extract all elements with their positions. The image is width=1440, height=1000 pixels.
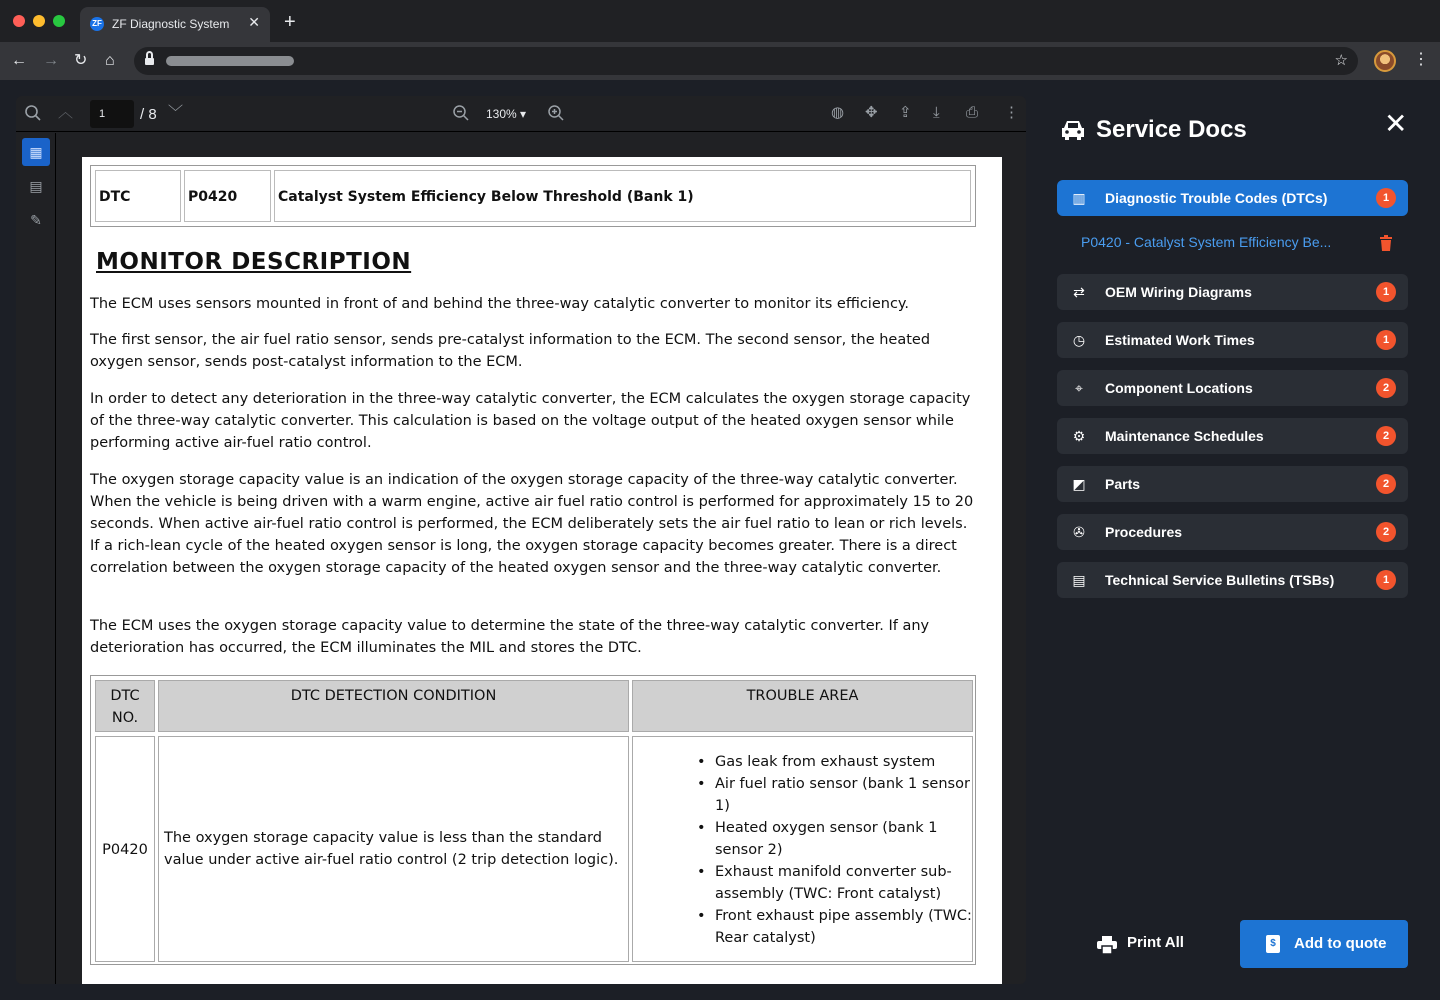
paragraph-1: The ECM uses sensors mounted in front of and behind the three-way catalytic converter to monitor its efficiency.: [90, 296, 910, 312]
menu-item-label: Parts: [1105, 476, 1141, 492]
profile-avatar[interactable]: [1374, 50, 1396, 72]
more-options-icon[interactable]: ⋮: [1004, 104, 1019, 121]
print-all-button[interactable]: Print All: [1127, 934, 1184, 951]
header-trouble-area: TROUBLE AREA: [632, 680, 973, 732]
menu-item-tsbs[interactable]: [1057, 562, 1408, 598]
count-badge: 1: [1376, 330, 1396, 350]
menu-item-label: Procedures: [1105, 524, 1183, 540]
home-icon[interactable]: ⌂: [105, 52, 115, 69]
back-icon[interactable]: ←: [11, 52, 27, 69]
wrench-icon: ✇: [1073, 524, 1085, 540]
row-trouble-area: [632, 736, 973, 962]
pdf-toolbar: [16, 96, 1026, 132]
count-badge: 2: [1376, 522, 1396, 542]
list-item: • Front exhaust pipe assembly (TWC: Rear catalyst): [713, 905, 983, 949]
lock-icon: [145, 55, 154, 66]
zoom-select[interactable]: 130% ▾: [486, 107, 527, 121]
list-item: • Heated oxygen sensor (bank 1 sensor 2): [713, 817, 983, 861]
menu-item-label: Estimated Work Times: [1105, 332, 1255, 348]
car-door-icon: ◩: [1072, 476, 1086, 492]
document-icon: ▤: [1072, 572, 1086, 588]
section-title: MONITOR DESCRIPTION: [96, 249, 412, 275]
dtc-description: Catalyst System Efficiency Below Threshold (Bank 1): [274, 170, 971, 222]
car-icon: [1060, 118, 1086, 142]
dtc-header-table: [90, 165, 976, 227]
count-badge: 2: [1376, 378, 1396, 398]
download-icon[interactable]: ⤓: [933, 104, 940, 121]
address-bar[interactable]: [134, 47, 1358, 75]
menu-item-maintenance-schedules[interactable]: [1057, 418, 1408, 454]
search-icon[interactable]: [24, 104, 42, 127]
zoom-in-icon[interactable]: [547, 104, 565, 127]
row-dtc-code: P0420: [95, 736, 155, 962]
menu-item-dtcs[interactable]: [1057, 180, 1408, 216]
browser-toolbar: [0, 42, 1440, 80]
list-item: • Gas leak from exhaust system: [713, 751, 983, 773]
add-to-quote-label: Add to quote: [1294, 935, 1387, 952]
trouble-area-list: [713, 751, 983, 949]
menu-item-label: Component Locations: [1105, 380, 1253, 396]
menu-item-label: Maintenance Schedules: [1105, 428, 1264, 444]
count-badge: 2: [1376, 426, 1396, 446]
paragraph-3: In order to detect any deterioration in the three-way catalytic converter, the ECM calculates the oxygen storage capacity of the three-way catalytic converter. This calculation is based on the voltage output of the heated oxygen sensor while performing active air-fuel ratio control.: [90, 391, 971, 451]
list-item: • Exhaust manifold converter sub-assembly (TWC: Front catalyst): [713, 861, 983, 905]
zoom-out-icon[interactable]: [452, 104, 470, 127]
dtc-label: DTC: [95, 170, 181, 222]
barcode-icon: ▥: [1072, 190, 1086, 206]
menu-item-label: Technical Service Bulletins (TSBs): [1105, 572, 1335, 588]
thumbnails-icon[interactable]: ▦: [22, 138, 50, 166]
pdf-viewer: [16, 96, 1026, 984]
url-redacted: [166, 56, 294, 66]
upload-icon[interactable]: ⇪: [899, 104, 912, 121]
menu-item-wiring-diagrams[interactable]: [1057, 274, 1408, 310]
count-badge: 1: [1376, 188, 1396, 208]
sync-icon: ⇄: [1073, 284, 1085, 300]
menu-item-procedures[interactable]: [1057, 514, 1408, 550]
paragraph-4: The oxygen storage capacity value is an indication of the oxygen storage capacity of the three-way catalytic converter. When the vehicle is being driven with a warm engine, active air fuel ratio control is performed for approximately 15 to 20 seconds. When active air-fuel ratio control is performed, the ECM deliberately sets the air fuel ratio to lean or rich levels. If a rich-lean cycle of the heated oxygen sensor is long, the oxygen storage capacity becomes greater. There is a direct correlation between the oxygen storage capacity of the heated oxygen sensor and the three-way catalytic converter.: [90, 472, 974, 576]
tab-title: ZF Diagnostic System: [112, 17, 230, 31]
header-detection-condition: DTC DETECTION CONDITION: [158, 680, 629, 732]
page-total: / 8: [140, 106, 157, 123]
reload-icon[interactable]: ↻: [74, 52, 88, 69]
paragraph-2: The first sensor, the air fuel ratio sensor, sends pre-catalyst information to the ECM. The second sensor, the heated oxygen sensor, sends post-catalyst information to the ECM.: [90, 332, 931, 370]
row-detection-condition: [158, 736, 629, 962]
attachment-icon[interactable]: ✎: [30, 212, 42, 228]
add-to-quote-button[interactable]: [1240, 920, 1408, 968]
pdf-page: [82, 157, 1002, 984]
zf-favicon-icon: ZF: [90, 17, 104, 31]
menu-item-component-locations[interactable]: [1057, 370, 1408, 406]
panel-title: Service Docs: [1096, 116, 1247, 143]
gear-wrench-icon: ⚙: [1072, 428, 1086, 444]
close-window-dot[interactable]: [13, 15, 25, 27]
browser-menu-icon[interactable]: ⋮: [1413, 51, 1429, 68]
crosshair-icon: ⌖: [1075, 380, 1083, 396]
printer-icon: [1097, 936, 1117, 954]
new-tab-icon[interactable]: +: [284, 11, 296, 33]
clock-icon: ◷: [1072, 332, 1086, 348]
maximize-window-dot[interactable]: [53, 15, 65, 27]
dtc-code: P0420: [184, 170, 271, 222]
pdf-sidebar: [16, 133, 56, 984]
count-badge: 1: [1376, 570, 1396, 590]
condition-text: The oxygen storage capacity value is less than the standard value under active air-fuel ratio control (2 trip detection logic).: [164, 830, 619, 868]
trash-icon[interactable]: [1380, 235, 1392, 251]
rotate-icon[interactable]: ◍: [831, 104, 845, 121]
pan-icon[interactable]: ✥: [865, 104, 878, 121]
close-icon[interactable]: ✕: [1384, 108, 1408, 139]
tab-close-icon[interactable]: ✕: [248, 14, 260, 30]
forward-icon[interactable]: →: [43, 52, 59, 69]
count-badge: 1: [1376, 282, 1396, 302]
header-dtc-no: DTC NO.: [95, 680, 155, 732]
browser-tab[interactable]: [80, 7, 270, 42]
next-page-icon[interactable]: ﹀: [168, 104, 184, 121]
outline-icon[interactable]: ▤: [29, 178, 43, 194]
menu-item-parts[interactable]: [1057, 466, 1408, 502]
print-icon[interactable]: ⎙: [966, 104, 979, 121]
menu-item-work-times[interactable]: [1057, 322, 1408, 358]
selected-dtc-link[interactable]: P0420 - Catalyst System Efficiency Be...: [1081, 234, 1332, 250]
browser-tab-bar: [0, 0, 1440, 42]
previous-page-icon[interactable]: ︿: [58, 104, 74, 121]
page-number-input[interactable]: 1: [90, 100, 134, 128]
dollar-document-icon: $: [1266, 935, 1280, 953]
count-badge: 2: [1376, 474, 1396, 494]
dtc-detection-table: [90, 675, 976, 965]
menu-item-label: OEM Wiring Diagrams: [1105, 284, 1252, 300]
minimize-window-dot[interactable]: [33, 15, 45, 27]
bookmark-star-icon[interactable]: ☆: [1334, 52, 1348, 69]
paragraph-5: The ECM uses the oxygen storage capacity value to determine the state of the three-way catalytic converter. If any deterioration has occurred, the ECM illuminates the MIL and stores the DTC.: [90, 618, 930, 656]
list-item: • Air fuel ratio sensor (bank 1 sensor 1): [713, 773, 983, 817]
menu-item-label: Diagnostic Trouble Codes (DTCs): [1105, 190, 1328, 206]
